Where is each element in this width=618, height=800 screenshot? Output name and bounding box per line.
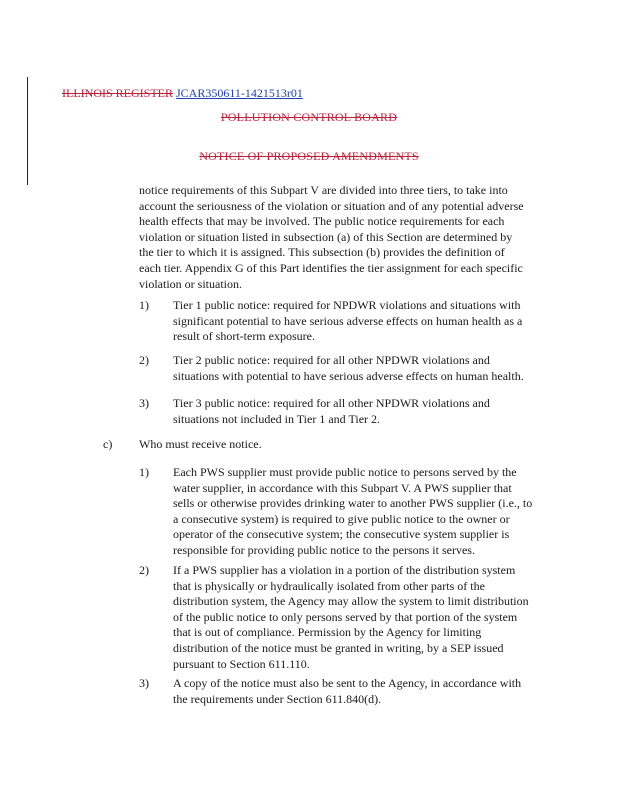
notice-item-text: If a PWS supplier has a violation in a portion of the distribution system that is physically or hydraulically isolated from other parts of the distribution system, the Agency may allow the system to limit distribution of the public notice to only persons served by that portion of the system that is out of compliance. Permission by the Agency for limiting distribution of the notice must be granted in writing, by a SEP issued pursuant to Section 611.110. — [173, 563, 529, 671]
section-heading-text: Who must receive notice. — [139, 437, 262, 451]
notice-title — [0, 149, 618, 164]
notice-item-number: 3) — [139, 676, 149, 690]
document-id: JCAR350611-1421513r01 — [176, 86, 303, 100]
intro-paragraph: notice requirements of this Subpart V are divided into three tiers, to take into account the seriousness of the violation or situation and of any potential adverse health effects that may be involved. The public notice requirements for each violation or situation listed in subsection (a) of this Section are determined by the tier to which it is assigned. This subsection (b) provides the definition of each tier. Appendix G of this Part identifies the tier assignment for each specific violation or situation. — [139, 183, 524, 291]
tier-number: 2) — [139, 353, 149, 367]
tier-number: 3) — [139, 396, 149, 410]
tier-text: Tier 1 public notice: required for NPDWR violations and situations with significant potential to have serious adverse effects on human health as a result of short-term exposure. — [173, 298, 523, 344]
notice-item-text: Each PWS supplier must provide public notice to persons served by the water supplier, in accordance with this Subpart V. A PWS supplier that sells or otherwise provides drinking water to another PWS supplier (i.e., to a consecutive system) is required to give public notice to the owner or operator of the consecutive system; the consecutive system supplier is responsible for providing public notice to the persons it serves. — [173, 465, 533, 557]
section-letter: c) — [103, 437, 113, 451]
notice-item-number: 2) — [139, 563, 149, 577]
board-title-text: POLLUTION CONTROL BOARD — [220, 110, 398, 124]
tier-text: Tier 2 public notice: required for all other NPDWR violations and situations with potential to have serious adverse effects on human health. — [173, 353, 524, 383]
notice-title-text: NOTICE OF PROPOSED AMENDMENTS — [199, 149, 419, 163]
tier-text: Tier 3 public notice: required for all other NPDWR violations and situations not included in Tier 1 and Tier 2. — [173, 396, 490, 426]
board-title — [0, 110, 618, 125]
register-label: ILLINOIS REGISTER — [62, 86, 173, 100]
notice-item-text: A copy of the notice must also be sent to the Agency, in accordance with the requirements under Section 611.840(d). — [173, 676, 522, 706]
revision-change-bar — [27, 77, 28, 185]
notice-item-number: 1) — [139, 465, 149, 479]
tier-number: 1) — [139, 298, 149, 312]
register-header — [62, 86, 303, 101]
